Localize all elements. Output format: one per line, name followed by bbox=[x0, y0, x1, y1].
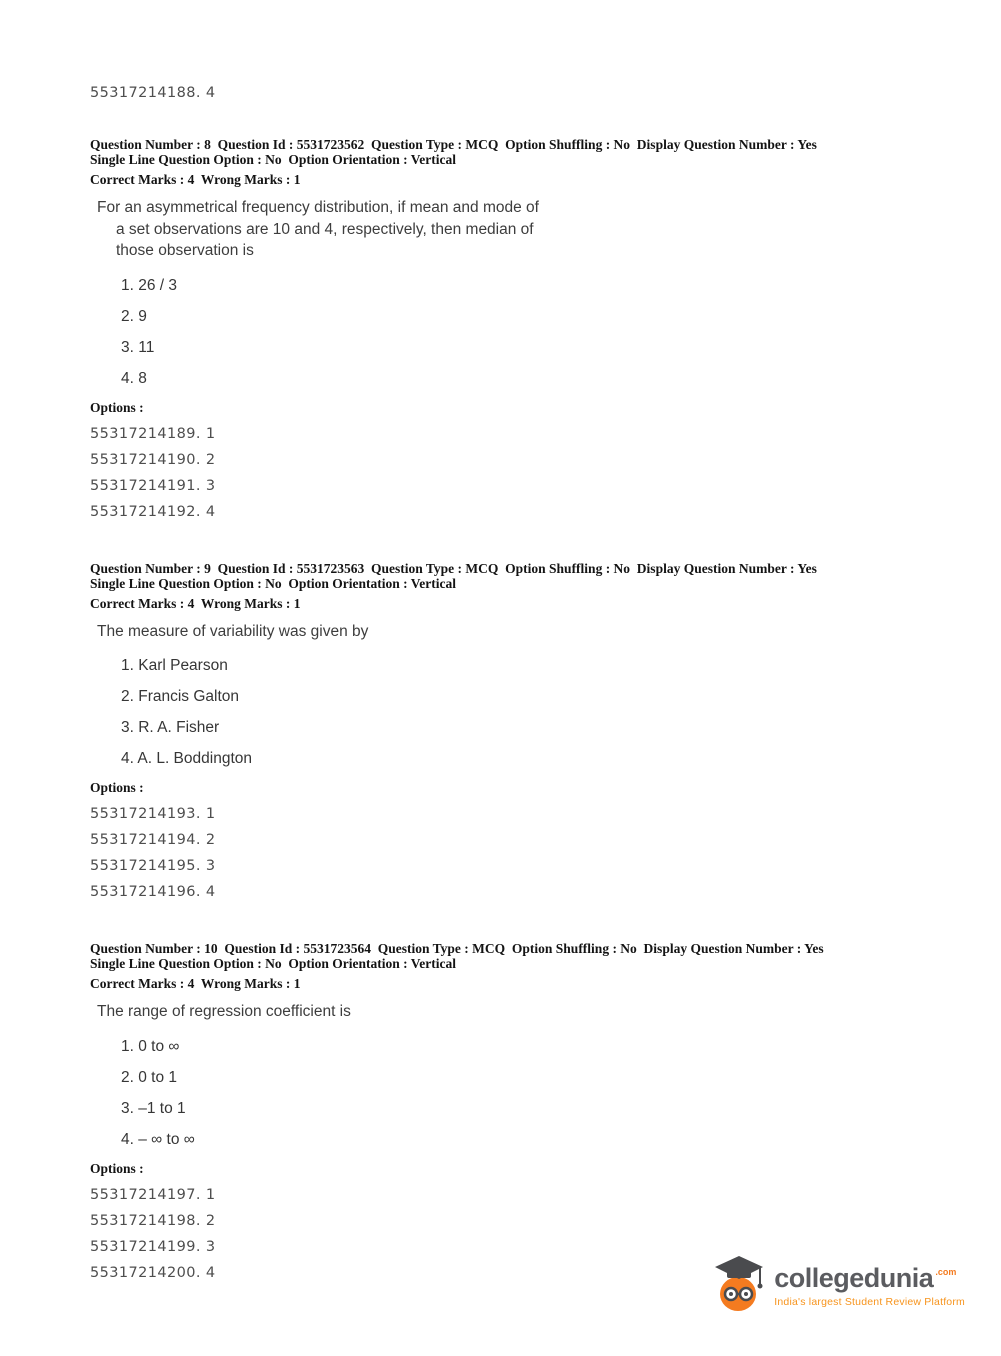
question-meta-line2: Single Line Question Option : No Option Orientation : Vertical bbox=[90, 575, 457, 591]
option-id: 55317214197. 1 bbox=[90, 1186, 216, 1203]
brand-name: collegedunia bbox=[774, 1262, 934, 1293]
question-meta-line1: Question Number : 8 Question Id : 5531723562 Question Type : MCQ Option Shuffling : No Display Question Number : Yes bbox=[90, 137, 817, 152]
option-id: 55317214189. 1 bbox=[90, 425, 216, 442]
question-meta bbox=[90, 137, 961, 167]
option-id: 55317214199. 3 bbox=[90, 1238, 216, 1255]
choice-2: 2. 9 bbox=[121, 307, 147, 325]
brand-suffix: .com bbox=[935, 1266, 957, 1277]
question-text-line: those observation is bbox=[116, 242, 254, 259]
choice-4: 4. – ∞ to ∞ bbox=[121, 1130, 195, 1148]
question-block-9 bbox=[90, 561, 961, 906]
choice-3: 3. 11 bbox=[121, 338, 155, 356]
question-meta-line2: Single Line Question Option : No Option Orientation : Vertical bbox=[90, 956, 457, 971]
question-meta-line2: Single Line Question Option : No Option Orientation : Vertical bbox=[90, 152, 457, 167]
option-id: 55317214193. 1 bbox=[90, 806, 216, 822]
options-label: Options : bbox=[90, 1160, 144, 1176]
brand-row bbox=[774, 1263, 965, 1293]
question-text bbox=[90, 197, 961, 262]
question-marks: Correct Marks : 4 Wrong Marks : 1 bbox=[90, 595, 301, 611]
choice-1: 1. 0 to ∞ bbox=[121, 1037, 180, 1055]
question-meta bbox=[90, 561, 961, 591]
question-marks: Correct Marks : 4 Wrong Marks : 1 bbox=[90, 976, 301, 991]
question-text bbox=[90, 621, 961, 643]
option-id: 55317214195. 3 bbox=[90, 858, 216, 874]
collegedunia-mascot-icon bbox=[713, 1254, 765, 1316]
question-text-line: The measure of variability was given by bbox=[97, 622, 369, 640]
option-id: 55317214198. 2 bbox=[90, 1212, 216, 1229]
choice-list bbox=[90, 1031, 961, 1149]
choice-3: 3. R. A. Fisher bbox=[121, 719, 220, 736]
option-id-list bbox=[90, 801, 961, 905]
option-id: 55317214191. 3 bbox=[90, 477, 216, 494]
choice-4: 4. A. L. Boddington bbox=[121, 750, 252, 767]
question-text-line: For an asymmetrical frequency distribution, if mean and mode of bbox=[97, 199, 539, 216]
option-id-list bbox=[90, 421, 961, 525]
question-block-10 bbox=[90, 941, 961, 1286]
choice-3: 3. –1 to 1 bbox=[121, 1099, 186, 1117]
question-meta bbox=[90, 941, 961, 971]
question-block-8 bbox=[90, 137, 961, 525]
document-option-id: 55317214188. 4 bbox=[90, 85, 216, 101]
option-id: 55317214200. 4 bbox=[90, 1264, 216, 1281]
logo-text bbox=[774, 1263, 965, 1308]
choice-1: 1. Karl Pearson bbox=[121, 657, 228, 674]
choice-2: 2. Francis Galton bbox=[121, 688, 240, 705]
options-label: Options : bbox=[90, 780, 144, 795]
option-id: 55317214192. 4 bbox=[90, 503, 216, 520]
question-text-line: a set observations are 10 and 4, respectively, then median of bbox=[116, 220, 534, 238]
choice-2: 2. 0 to 1 bbox=[121, 1068, 178, 1086]
choice-4: 4. 8 bbox=[121, 369, 147, 387]
choice-list bbox=[90, 270, 961, 388]
option-id: 55317214196. 4 bbox=[90, 884, 216, 900]
option-id: 55317214190. 2 bbox=[90, 451, 216, 468]
options-label: Options : bbox=[90, 399, 144, 415]
question-meta-line1: Question Number : 10 Question Id : 5531723564 Question Type : MCQ Option Shuffling : No Display Question Number : Yes bbox=[90, 941, 824, 956]
question-text-line: The range of regression coefficient is bbox=[97, 1003, 351, 1020]
collegedunia-logo bbox=[713, 1254, 965, 1316]
question-marks: Correct Marks : 4 Wrong Marks : 1 bbox=[90, 172, 301, 187]
choice-list bbox=[90, 650, 961, 768]
question-meta-line1: Question Number : 9 Question Id : 5531723563 Question Type : MCQ Option Shuffling : No Display Question Number : Yes bbox=[90, 560, 817, 576]
choice-1: 1. 26 / 3 bbox=[121, 276, 178, 294]
brand-tagline: India's largest Student Review Platform bbox=[774, 1295, 965, 1308]
question-text bbox=[90, 1001, 961, 1023]
option-id: 55317214194. 2 bbox=[90, 832, 216, 848]
